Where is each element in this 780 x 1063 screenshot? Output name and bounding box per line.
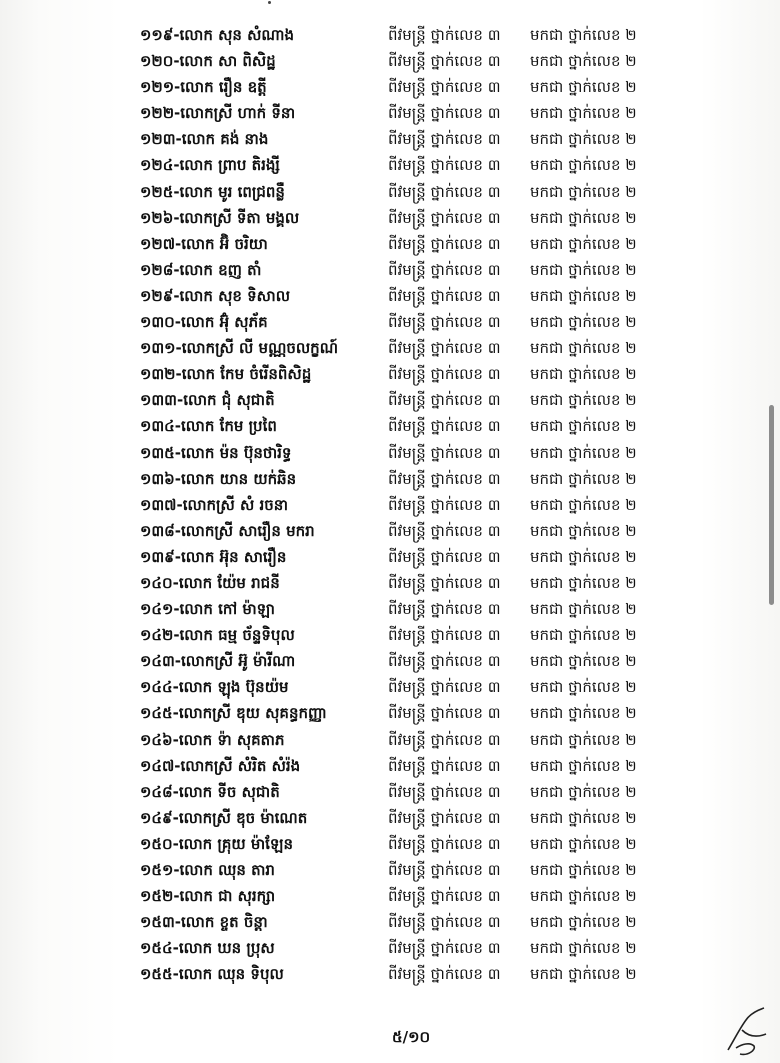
new-grade: មកជា ថ្នាក់លេខ ២ [530,704,637,723]
current-grade: ពីវមន្ត្រី ថ្នាក់លេខ ៣ [388,417,501,436]
new-grade: មកជា ថ្នាក់លេខ ២ [530,965,637,984]
list-item [0,779,780,805]
new-grade: មកជា ថ្នាក់លេខ ២ [530,495,637,514]
person-name: ១៣៨-លោកស្រី សារឿន មករា [140,521,315,540]
current-grade: ពីវមន្ត្រី ថ្នាក់លេខ ៣ [388,182,501,201]
current-grade: ពីវមន្ត្រី ថ្នាក់លេខ ៣ [388,104,501,123]
current-grade: ពីវមន្ត្រី ថ្នាក់លេខ ៣ [388,782,501,801]
person-name: ១៤៣-លោកស្រី អ៊ូ ម៉ារីណា [140,652,296,671]
current-grade: ពីវមន្ត្រី ថ្នាក់លេខ ៣ [388,26,501,44]
person-name: ១៣៦-លោក យាន យក់ឆិន [140,469,297,488]
list-item [0,387,780,413]
list-item [0,492,780,518]
current-grade: ពីវមន្ត្រី ថ្នាក់លេខ ៣ [388,313,501,332]
current-grade: ពីវមន្ត្រី ថ្នាក់លេខ ៣ [388,834,501,853]
person-name: ១២៨-លោក ឧញ តាំ [140,260,262,279]
person-name: ១២៧-លោក អ៊ិ ចរិយា [140,234,268,253]
new-grade: មកជា ថ្នាក់លេខ ២ [530,52,637,71]
current-grade: ពីវមន្ត្រី ថ្នាក់លេខ ៣ [388,130,501,149]
current-grade: ពីវមន្ត្រី ថ្នាក់លេខ ៣ [388,286,501,305]
person-name: ១២៤-លោក ព្រាប តិរង្សី [140,156,280,175]
new-grade: មកជា ថ្នាក់លេខ ២ [530,156,637,175]
person-name: ១៣៤-លោក កែម ប្រពៃ [140,417,277,436]
current-grade: ពីវមន្ត្រី ថ្នាក់លេខ ៣ [388,365,501,384]
new-grade: មកជា ថ្នាក់លេខ ២ [530,913,637,932]
ink-dot [268,1,271,4]
new-grade: មកជា ថ្នាក់លេខ ២ [530,78,637,97]
list-item [0,466,780,492]
person-name: ១៤២-លោក ធម្ម ច័ន្ទទិបុល [140,626,295,645]
person-name: ១៤៧-លោកស្រី សំរិត សំរ៉ង [140,756,301,775]
new-grade: មកជា ថ្នាក់លេខ ២ [530,26,637,44]
new-grade: មកជា ថ្នាក់លេខ ២ [530,652,637,671]
person-name: ១៤០-លោក យ៉ែម រាជនី [140,573,280,592]
signature-mark [720,1000,770,1060]
list-item [0,205,780,231]
current-grade: ពីវមន្ត្រី ថ្នាក់លេខ ៣ [388,652,501,671]
list-item [0,909,780,935]
new-grade: មកជា ថ្នាក់លេខ ២ [530,756,637,775]
list-item [0,126,780,152]
current-grade: ពីវមន្ត្រី ថ្នាក់លេខ ៣ [388,678,501,697]
new-grade: មកជា ថ្នាក់លេខ ២ [530,182,637,201]
new-grade: មកជា ថ្នាក់លេខ ២ [530,834,637,853]
new-grade: មកជា ថ្នាក់លេខ ២ [530,521,637,540]
list-item [0,544,780,570]
current-grade: ពីវមន្ត្រី ថ្នាក់លេខ ៣ [388,600,501,619]
person-name: ១៥៤-លោក ឃន ប្រុស [140,939,275,958]
current-grade: ពីវមន្ត្រី ថ្នាក់លេខ ៣ [388,260,501,279]
current-grade: ពីវមន្ត្រី ថ្នាក់លេខ ៣ [388,391,501,410]
list-item [0,961,780,987]
current-grade: ពីវមន្ត្រី ថ្នាក់លេខ ៣ [388,573,501,592]
list-item [0,674,780,700]
person-name: ១២១-លោក រឿន ឧត្តី [140,78,267,97]
current-grade: ពីវមន្ត្រី ថ្នាក់លេខ ៣ [388,939,501,958]
new-grade: មកជា ថ្នាក់លេខ ២ [530,573,637,592]
list-item [0,622,780,648]
current-grade: ពីវមន្ត្រី ថ្នាក់លេខ ៣ [388,808,501,827]
list-item [0,883,780,909]
new-grade: មកជា ថ្នាក់លេខ ២ [530,547,637,566]
list-item [0,309,780,335]
current-grade: ពីវមន្ត្រី ថ្នាក់លេខ ៣ [388,495,501,514]
list-item [0,648,780,674]
current-grade: ពីវមន្ត្រី ថ្នាក់លេខ ៣ [388,156,501,175]
list-item [0,152,780,178]
current-grade: ពីវមន្ត្រី ថ្នាក់លេខ ៣ [388,521,501,540]
new-grade: មកជា ថ្នាក់លេខ ២ [530,208,637,227]
new-grade: មកជា ថ្នាក់លេខ ២ [530,313,637,332]
person-name: ១៤៥-លោកស្រី ឌុយ សុគន្ធកញ្ញា [140,704,327,723]
person-name: ១៣៩-លោក អ៊ុន សារឿន [140,547,287,566]
person-name: ១២៣-លោក គង់ នាង [140,130,269,149]
person-name: ១៤៦-លោក ទ៉ា សុគតាភ [140,730,285,749]
current-grade: ពីវមន្ត្រី ថ្នាក់លេខ ៣ [388,756,501,775]
person-name: ១៣៧-លោកស្រី សំ រចនា [140,495,289,514]
page-number: ៥/១០ [392,1028,431,1046]
new-grade: មកជា ថ្នាក់លេខ ២ [530,939,637,958]
new-grade: មកជា ថ្នាក់លេខ ២ [530,391,637,410]
new-grade: មកជា ថ្នាក់លេខ ២ [530,260,637,279]
list-item [0,727,780,753]
person-name: ១៤៤-លោក ឡុង ប៊ុនយ៉ម [140,678,289,697]
list-item [0,74,780,100]
list-item [0,100,780,126]
person-name: ១៣២-លោក កែម ចំរើនពិសិដ្ឋ [140,365,312,384]
current-grade: ពីវមន្ត្រី ថ្នាក់លេខ ៣ [388,339,501,358]
current-grade: ពីវមន្ត្រី ថ្នាក់លេខ ៣ [388,965,501,984]
current-grade: ពីវមន្ត្រី ថ្នាក់លេខ ៣ [388,547,501,566]
person-name: ១៣១-លោកស្រី លី មណ្ណចលក្ខណ៍ [140,339,339,358]
list-item [0,700,780,726]
current-grade: ពីវមន្ត្រី ថ្នាក់លេខ ៣ [388,78,501,97]
list-item [0,935,780,961]
list-item [0,283,780,309]
person-name: ១១៩-លោក សុន សំណាង [140,26,294,44]
list-item [0,857,780,883]
list-item [0,22,780,48]
new-grade: មកជា ថ្នាក់លេខ ២ [530,730,637,749]
new-grade: មកជា ថ្នាក់លេខ ២ [530,678,637,697]
new-grade: មកជា ថ្នាក់លេខ ២ [530,443,637,462]
person-name: ១២៩-លោក សុខ ទិសាល [140,286,290,305]
person-name: ១៥០-លោក គ្រុយ ម៉ាឡែន [140,834,293,853]
person-name: ១២២-លោកស្រី ហាក់ ទីនា [140,104,296,123]
current-grade: ពីវមន្ត្រី ថ្នាក់លេខ ៣ [388,887,501,906]
list-item [0,179,780,205]
new-grade: មកជា ថ្នាក់លេខ ២ [530,469,637,488]
person-name: ១២៥-លោក មូរ ពេជ្រពន្លឺ [140,182,285,201]
current-grade: ពីវមន្ត្រី ថ្នាក់លេខ ៣ [388,234,501,253]
person-name: ១២៦-លោកស្រី ទីតា មង្គល [140,208,300,227]
list-item [0,596,780,622]
current-grade: ពីវមន្ត្រី ថ្នាក់លេខ ៣ [388,208,501,227]
new-grade: មកជា ថ្នាក់លេខ ២ [530,626,637,645]
current-grade: ពីវមន្ត្រី ថ្នាក់លេខ ៣ [388,704,501,723]
list-item [0,518,780,544]
current-grade: ពីវមន្ត្រី ថ្នាក់លេខ ៣ [388,469,501,488]
new-grade: មកជា ថ្នាក់លេខ ២ [530,104,637,123]
person-name: ១៥២-លោក ជា សុរក្សា [140,887,276,906]
list-item [0,440,780,466]
person-name: ១៤៨-លោក ទីច សុជាតិ [140,782,280,801]
person-name: ១៣៥-លោក ម៉ន ប៊ុនថារិទ្ធ [140,443,292,462]
person-name: ១៣៣-លោក ជុំ សុជាតិ [140,391,275,410]
list-item [0,257,780,283]
person-name: ១៤១-លោក កៅ ម៉ាឡា [140,600,275,619]
person-name: ១៥១-លោក ឈុន តារា [140,861,275,879]
list-item [0,48,780,74]
person-name: ១៤៩-លោកស្រី ឌុច ម៉ាណេត [140,808,308,827]
list-item [0,805,780,831]
person-name: ១២០-លោក សា ពិសិដ្ឋ [140,52,276,71]
list-item [0,231,780,257]
current-grade: ពីវមន្ត្រី ថ្នាក់លេខ ៣ [388,443,501,462]
new-grade: មកជា ថ្នាក់លេខ ២ [530,887,637,906]
person-name: ១៣០-លោក អ៊ុំ សុភ័គ [140,313,268,332]
new-grade: មកជា ថ្នាក់លេខ ២ [530,861,637,879]
new-grade: មកជា ថ្នាក់លេខ ២ [530,339,637,358]
new-grade: មកជា ថ្នាក់លេខ ២ [530,417,637,436]
list-item [0,335,780,361]
current-grade: ពីវមន្ត្រី ថ្នាក់លេខ ៣ [388,861,501,879]
new-grade: មកជា ថ្នាក់លេខ ២ [530,286,637,305]
list-item [0,753,780,779]
new-grade: មកជា ថ្នាក់លេខ ២ [530,600,637,619]
current-grade: ពីវមន្ត្រី ថ្នាក់លេខ ៣ [388,626,501,645]
current-grade: ពីវមន្ត្រី ថ្នាក់លេខ ៣ [388,913,501,932]
scrollbar[interactable] [769,405,774,605]
list-item [0,831,780,857]
new-grade: មកជា ថ្នាក់លេខ ២ [530,782,637,801]
new-grade: មកជា ថ្នាក់លេខ ២ [530,234,637,253]
new-grade: មកជា ថ្នាក់លេខ ២ [530,365,637,384]
person-name: ១៥៣-លោក ខ្ចត ចិន្តា [140,913,268,932]
person-name: ១៥៥-លោក ឈុន ទិបុល [140,965,284,984]
current-grade: ពីវមន្ត្រី ថ្នាក់លេខ ៣ [388,730,501,749]
list-item [0,413,780,439]
new-grade: មកជា ថ្នាក់លេខ ២ [530,808,637,827]
current-grade: ពីវមន្ត្រី ថ្នាក់លេខ ៣ [388,52,501,71]
new-grade: មកជា ថ្នាក់លេខ ២ [530,130,637,149]
promotion-list [0,22,780,987]
list-item [0,361,780,387]
list-item [0,570,780,596]
